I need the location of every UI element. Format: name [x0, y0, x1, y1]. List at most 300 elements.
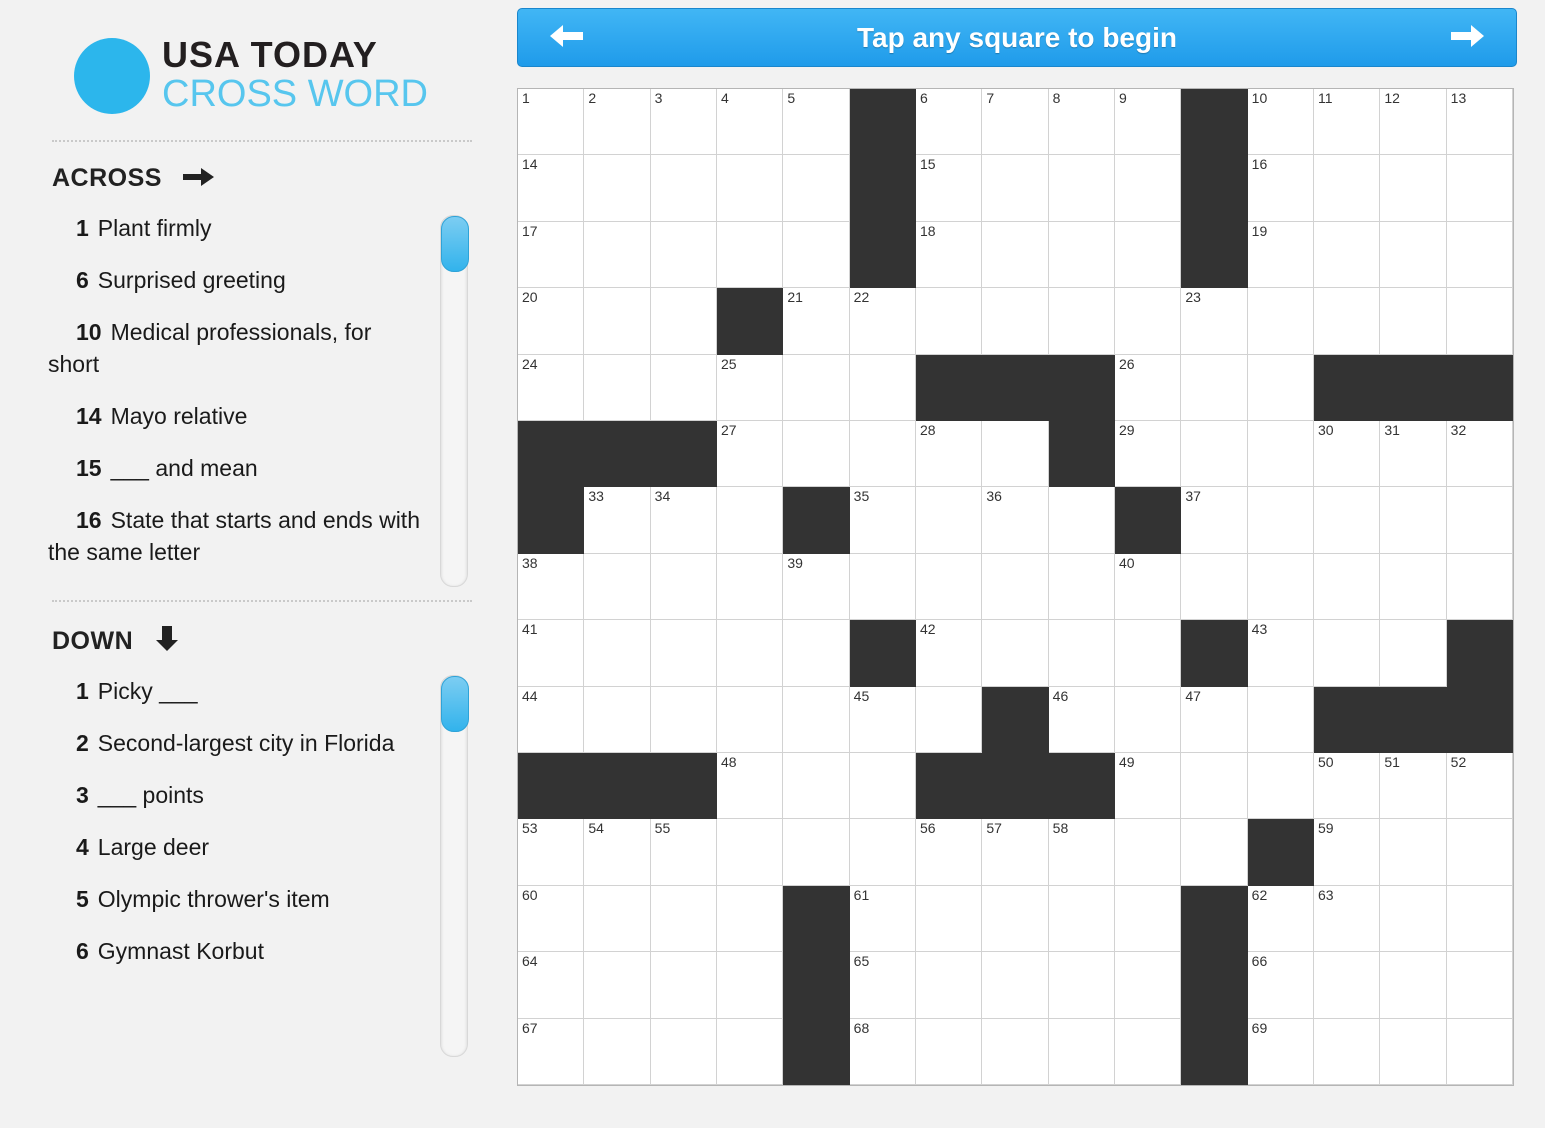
grid-cell-number: 43 [1251, 621, 1268, 638]
grid-cell[interactable] [1115, 355, 1181, 421]
across-heading-label: ACROSS [52, 164, 162, 192]
grid-cell[interactable] [651, 89, 717, 155]
grid-cell[interactable] [916, 487, 982, 553]
grid-cell[interactable] [584, 288, 650, 354]
grid-cell[interactable] [850, 421, 916, 487]
grid-cell[interactable] [1049, 554, 1115, 620]
grid-cell[interactable] [651, 355, 717, 421]
grid-cell-number: 12 [1384, 90, 1400, 106]
grid-block [518, 421, 584, 487]
grid-cell[interactable] [850, 819, 916, 885]
grid-cell-number: 27 [721, 422, 737, 438]
grid-cell[interactable] [1049, 819, 1115, 885]
grid-cell[interactable] [1049, 886, 1115, 952]
grid-block [651, 753, 717, 819]
grid-cell[interactable] [584, 155, 650, 221]
divider-top [52, 140, 472, 142]
grid-cell[interactable] [717, 155, 783, 221]
grid-cell[interactable] [651, 155, 717, 221]
grid-cell-number: 29 [1119, 422, 1135, 438]
grid-cell[interactable] [651, 952, 717, 1018]
grid-cell-number: 67 [522, 1019, 538, 1036]
grid-cell[interactable] [584, 554, 650, 620]
grid-cell[interactable] [850, 687, 916, 753]
grid-cell[interactable] [1115, 753, 1181, 819]
grid-cell[interactable] [1314, 753, 1380, 819]
logo-usa-today-text: USA TODAY [162, 34, 378, 75]
grid-cell-number: 49 [1119, 754, 1135, 770]
grid-cell[interactable] [1314, 155, 1380, 221]
clue-text: ___ points [97, 782, 204, 808]
grid-cell[interactable] [916, 554, 982, 620]
grid-cell[interactable] [1447, 288, 1513, 354]
grid-cell[interactable] [1248, 952, 1314, 1018]
grid-cell-number: 65 [853, 953, 870, 970]
grid-cell[interactable] [1049, 1019, 1115, 1085]
grid-cell[interactable] [518, 355, 584, 421]
grid-cell[interactable] [717, 487, 783, 553]
grid-cell[interactable] [982, 89, 1048, 155]
grid-cell[interactable] [850, 554, 916, 620]
grid-cell[interactable] [1447, 222, 1513, 288]
clue-text: Picky ___ [97, 678, 198, 704]
grid-cell[interactable] [982, 155, 1048, 221]
grid-cell[interactable] [518, 222, 584, 288]
grid-cell[interactable] [1049, 620, 1115, 686]
grid-cell[interactable] [916, 1019, 982, 1085]
grid-block [850, 89, 916, 155]
grid-cell[interactable] [1380, 89, 1446, 155]
grid-cell[interactable] [1115, 155, 1181, 221]
grid-block [982, 687, 1048, 753]
grid-cell[interactable] [783, 554, 849, 620]
grid-cell-number: 6 [920, 90, 928, 106]
across-clue-list[interactable] [48, 212, 426, 588]
grid-cell[interactable] [1380, 222, 1446, 288]
clue-text: State that starts and ends with the same letter [48, 507, 420, 565]
grid-cell-number: 1 [522, 90, 530, 106]
grid-cell[interactable] [1115, 886, 1181, 952]
clue-number: 16 [76, 507, 102, 533]
grid-cell[interactable] [1314, 222, 1380, 288]
grid-cell[interactable] [1447, 155, 1513, 221]
grid-cell[interactable] [717, 1019, 783, 1085]
grid-block [1049, 421, 1115, 487]
grid-cell[interactable] [1049, 222, 1115, 288]
grid-cell[interactable] [584, 687, 650, 753]
grid-cell-number: 46 [1052, 687, 1069, 704]
grid-cell[interactable] [1380, 487, 1446, 553]
grid-block [1447, 620, 1513, 686]
grid-cell[interactable] [1248, 421, 1314, 487]
crossword-board-area [517, 8, 1517, 1036]
grid-block [850, 222, 916, 288]
grid-cell[interactable] [916, 819, 982, 885]
grid-cell[interactable] [982, 620, 1048, 686]
grid-cell[interactable] [1181, 421, 1247, 487]
grid-cell[interactable] [717, 952, 783, 1018]
grid-cell-number: 48 [721, 754, 737, 770]
grid-cell[interactable] [1380, 421, 1446, 487]
grid-cell[interactable] [783, 421, 849, 487]
grid-cell[interactable] [1115, 554, 1181, 620]
grid-cell[interactable] [1115, 222, 1181, 288]
grid-cell-number: 56 [920, 820, 936, 837]
grid-cell[interactable] [783, 89, 849, 155]
grid-cell[interactable] [651, 620, 717, 686]
grid-cell[interactable] [584, 222, 650, 288]
grid-cell[interactable] [1049, 687, 1115, 753]
grid-cell[interactable] [982, 952, 1048, 1018]
grid-cell[interactable] [1248, 487, 1314, 553]
grid-cell[interactable] [1447, 819, 1513, 885]
clues-panel [0, 0, 500, 1128]
grid-cell[interactable] [1181, 687, 1247, 753]
grid-cell-number: 39 [787, 554, 803, 571]
clue-item[interactable] [48, 935, 426, 967]
grid-cell[interactable] [982, 222, 1048, 288]
clue-text: Large deer [97, 834, 210, 860]
clue-item[interactable] [48, 675, 426, 707]
grid-cell-number: 69 [1251, 1019, 1268, 1036]
grid-cell[interactable] [850, 487, 916, 553]
grid-cell[interactable] [1248, 155, 1314, 221]
grid-block [1181, 89, 1247, 155]
grid-cell[interactable] [717, 355, 783, 421]
arrow-right-icon [183, 165, 215, 194]
grid-cell[interactable] [916, 620, 982, 686]
usa-today-crossword-logo [52, 18, 452, 118]
grid-cell[interactable] [1049, 89, 1115, 155]
grid-cell[interactable] [783, 355, 849, 421]
grid-cell[interactable] [717, 421, 783, 487]
clue-text: Plant firmly [97, 215, 212, 241]
grid-cell[interactable] [1380, 620, 1446, 686]
grid-cell-number: 21 [787, 289, 803, 306]
clue-number: 2 [76, 730, 89, 756]
grid-cell[interactable] [1380, 155, 1446, 221]
grid-cell[interactable] [518, 952, 584, 1018]
grid-cell[interactable] [717, 89, 783, 155]
grid-cell-number: 3 [654, 90, 663, 106]
grid-cell[interactable] [982, 421, 1048, 487]
grid-block [717, 288, 783, 354]
grid-block [584, 421, 650, 487]
grid-cell[interactable] [1115, 620, 1181, 686]
grid-cell[interactable] [783, 819, 849, 885]
clue-number: 10 [76, 319, 102, 345]
grid-cell[interactable] [651, 886, 717, 952]
grid-cell[interactable] [982, 819, 1048, 885]
grid-cell-number: 22 [853, 289, 870, 306]
grid-cell-number: 63 [1318, 886, 1334, 903]
next-clue-button[interactable] [1448, 23, 1488, 55]
grid-cell[interactable] [717, 886, 783, 952]
grid-cell[interactable] [1447, 952, 1513, 1018]
grid-cell[interactable] [783, 620, 849, 686]
grid-cell[interactable] [1049, 952, 1115, 1018]
grid-cell[interactable] [1181, 355, 1247, 421]
grid-block [783, 487, 849, 553]
arrow-down-icon [155, 626, 179, 659]
grid-cell[interactable] [1447, 554, 1513, 620]
clue-item[interactable] [48, 831, 426, 863]
grid-cell[interactable] [1049, 155, 1115, 221]
clue-item[interactable] [48, 400, 426, 432]
grid-cell[interactable] [1115, 421, 1181, 487]
grid-cell[interactable] [1314, 288, 1380, 354]
clue-number: 3 [76, 782, 89, 808]
grid-cell[interactable] [584, 819, 650, 885]
grid-cell[interactable] [1248, 620, 1314, 686]
grid-cell[interactable] [1049, 288, 1115, 354]
grid-cell-number: 41 [522, 621, 538, 638]
grid-cell[interactable] [850, 886, 916, 952]
grid-cell[interactable] [1380, 819, 1446, 885]
crossword-toolbar [517, 8, 1517, 67]
grid-cell[interactable] [1248, 753, 1314, 819]
grid-cell[interactable] [518, 1019, 584, 1085]
grid-cell[interactable] [1248, 222, 1314, 288]
grid-cell[interactable] [518, 620, 584, 686]
grid-cell[interactable] [717, 222, 783, 288]
grid-cell[interactable] [916, 421, 982, 487]
grid-cell[interactable] [1248, 288, 1314, 354]
grid-cell-number: 51 [1384, 754, 1400, 770]
grid-cell[interactable] [651, 687, 717, 753]
grid-cell[interactable] [1115, 952, 1181, 1018]
grid-cell-number: 30 [1318, 422, 1334, 438]
grid-cell[interactable] [916, 222, 982, 288]
grid-cell[interactable] [783, 288, 849, 354]
grid-cell[interactable] [518, 819, 584, 885]
grid-cell[interactable] [1380, 554, 1446, 620]
grid-cell[interactable] [982, 1019, 1048, 1085]
grid-cell[interactable] [916, 952, 982, 1018]
grid-cell[interactable] [916, 89, 982, 155]
grid-block [1049, 355, 1115, 421]
clue-item[interactable] [48, 504, 426, 568]
grid-block [518, 487, 584, 553]
grid-cell[interactable] [1380, 288, 1446, 354]
grid-cell[interactable] [1115, 1019, 1181, 1085]
grid-cell[interactable] [584, 487, 650, 553]
grid-cell[interactable] [1447, 89, 1513, 155]
grid-cell[interactable] [850, 355, 916, 421]
grid-cell[interactable] [1181, 487, 1247, 553]
grid-cell[interactable] [783, 155, 849, 221]
grid-cell[interactable] [1314, 1019, 1380, 1085]
grid-block [651, 421, 717, 487]
grid-cell[interactable] [1447, 886, 1513, 952]
scrollbar-thumb[interactable] [441, 676, 469, 732]
grid-cell[interactable] [1314, 89, 1380, 155]
clue-item[interactable] [48, 212, 426, 244]
grid-cell[interactable] [651, 1019, 717, 1085]
clue-item[interactable] [48, 452, 426, 484]
clue-item[interactable] [48, 779, 426, 811]
grid-block [916, 355, 982, 421]
grid-cell-number: 33 [588, 488, 604, 505]
grid-cell[interactable] [1248, 355, 1314, 421]
grid-cell-number: 36 [986, 488, 1002, 505]
clue-number: 5 [76, 886, 89, 912]
grid-cell[interactable] [850, 1019, 916, 1085]
grid-cell[interactable] [1248, 886, 1314, 952]
scrollbar-thumb[interactable] [441, 216, 469, 272]
clue-text: Mayo relative [110, 403, 248, 429]
grid-cell-number: 37 [1185, 488, 1201, 505]
grid-cell[interactable] [584, 355, 650, 421]
clue-item[interactable] [48, 264, 426, 296]
grid-cell[interactable] [1447, 1019, 1513, 1085]
grid-cell[interactable] [1447, 753, 1513, 819]
clue-item[interactable] [48, 316, 426, 380]
grid-cell[interactable] [584, 89, 650, 155]
grid-cell-number: 61 [853, 886, 870, 903]
grid-cell[interactable] [1314, 819, 1380, 885]
grid-cell[interactable] [1181, 288, 1247, 354]
grid-cell[interactable] [1248, 89, 1314, 155]
grid-cell[interactable] [1314, 952, 1380, 1018]
grid-cell[interactable] [518, 155, 584, 221]
grid-cell[interactable] [518, 89, 584, 155]
grid-block [982, 753, 1048, 819]
grid-cell[interactable] [584, 952, 650, 1018]
grid-cell[interactable] [717, 753, 783, 819]
grid-cell[interactable] [916, 155, 982, 221]
down-clue-list[interactable] [48, 675, 426, 987]
grid-cell[interactable] [584, 886, 650, 952]
grid-cell[interactable] [1049, 487, 1115, 553]
grid-cell-number: 52 [1450, 754, 1467, 770]
grid-cell[interactable] [1314, 886, 1380, 952]
grid-cell-number: 10 [1251, 90, 1268, 106]
grid-block [916, 753, 982, 819]
crossword-grid[interactable] [517, 88, 1514, 1086]
grid-cell-number: 53 [522, 820, 538, 837]
grid-cell[interactable] [717, 819, 783, 885]
grid-cell[interactable] [1314, 487, 1380, 553]
grid-cell[interactable] [584, 620, 650, 686]
grid-cell[interactable] [717, 620, 783, 686]
down-heading [52, 626, 179, 659]
grid-block [850, 620, 916, 686]
clue-item[interactable] [48, 883, 426, 915]
grid-cell[interactable] [1314, 620, 1380, 686]
grid-cell[interactable] [1181, 753, 1247, 819]
grid-cell[interactable] [651, 222, 717, 288]
clue-number: 1 [76, 215, 89, 241]
grid-cell-number: 2 [588, 90, 597, 106]
grid-cell[interactable] [1380, 1019, 1446, 1085]
grid-cell[interactable] [1115, 288, 1181, 354]
clue-item[interactable] [48, 727, 426, 759]
grid-block [1181, 952, 1247, 1018]
logo-dot-icon [74, 38, 150, 114]
grid-block [1049, 753, 1115, 819]
grid-cell[interactable] [1380, 753, 1446, 819]
grid-cell[interactable] [783, 222, 849, 288]
grid-block [1248, 819, 1314, 885]
grid-cell[interactable] [850, 288, 916, 354]
grid-cell[interactable] [982, 487, 1048, 553]
grid-block [850, 155, 916, 221]
clue-text: Gymnast Korbut [97, 938, 264, 964]
grid-cell[interactable] [1314, 421, 1380, 487]
grid-cell[interactable] [783, 687, 849, 753]
grid-cell[interactable] [982, 288, 1048, 354]
grid-cell[interactable] [584, 1019, 650, 1085]
grid-cell-number: 47 [1185, 687, 1201, 704]
across-scrollbar[interactable] [440, 215, 468, 587]
grid-cell-number: 54 [588, 820, 604, 837]
grid-cell[interactable] [783, 753, 849, 819]
grid-block [1314, 687, 1380, 753]
grid-cell[interactable] [1314, 554, 1380, 620]
grid-block [1314, 355, 1380, 421]
grid-cell[interactable] [651, 487, 717, 553]
grid-cell[interactable] [1248, 687, 1314, 753]
grid-cell[interactable] [518, 687, 584, 753]
grid-cell[interactable] [1447, 487, 1513, 553]
grid-cell-number: 44 [522, 687, 538, 704]
down-heading-label: DOWN [52, 627, 134, 656]
grid-cell-number: 11 [1318, 90, 1333, 106]
grid-cell-number: 45 [853, 687, 870, 704]
grid-cell[interactable] [1115, 89, 1181, 155]
grid-cell[interactable] [717, 687, 783, 753]
grid-cell[interactable] [916, 886, 982, 952]
grid-cell[interactable] [651, 288, 717, 354]
grid-cell-number: 23 [1185, 289, 1201, 306]
grid-cell[interactable] [518, 554, 584, 620]
grid-cell[interactable] [916, 288, 982, 354]
grid-cell[interactable] [1447, 421, 1513, 487]
grid-block [1181, 155, 1247, 221]
grid-cell[interactable] [982, 554, 1048, 620]
grid-cell[interactable] [850, 952, 916, 1018]
grid-cell-number: 24 [522, 355, 538, 372]
grid-block [783, 886, 849, 952]
grid-cell[interactable] [1248, 1019, 1314, 1085]
grid-cell[interactable] [1181, 554, 1247, 620]
grid-cell[interactable] [1380, 886, 1446, 952]
grid-cell-number: 58 [1052, 820, 1069, 837]
grid-cell[interactable] [1181, 819, 1247, 885]
grid-cell-number: 28 [920, 422, 936, 438]
grid-cell-number: 57 [986, 820, 1002, 837]
grid-cell[interactable] [1248, 554, 1314, 620]
grid-cell-number: 8 [1052, 90, 1061, 106]
grid-cell[interactable] [518, 288, 584, 354]
grid-cell[interactable] [717, 554, 783, 620]
grid-cell[interactable] [916, 687, 982, 753]
grid-cell[interactable] [1380, 952, 1446, 1018]
grid-cell[interactable] [651, 554, 717, 620]
grid-cell-number: 50 [1318, 754, 1334, 770]
grid-cell-number: 9 [1119, 90, 1127, 106]
grid-cell[interactable] [850, 753, 916, 819]
grid-cell-number: 13 [1450, 90, 1467, 106]
down-scrollbar[interactable] [440, 675, 468, 1057]
grid-cell[interactable] [1115, 819, 1181, 885]
grid-cell[interactable] [651, 819, 717, 885]
grid-cell-number: 59 [1318, 820, 1334, 837]
grid-cell[interactable] [518, 886, 584, 952]
grid-cell[interactable] [982, 886, 1048, 952]
grid-cell[interactable] [1115, 687, 1181, 753]
